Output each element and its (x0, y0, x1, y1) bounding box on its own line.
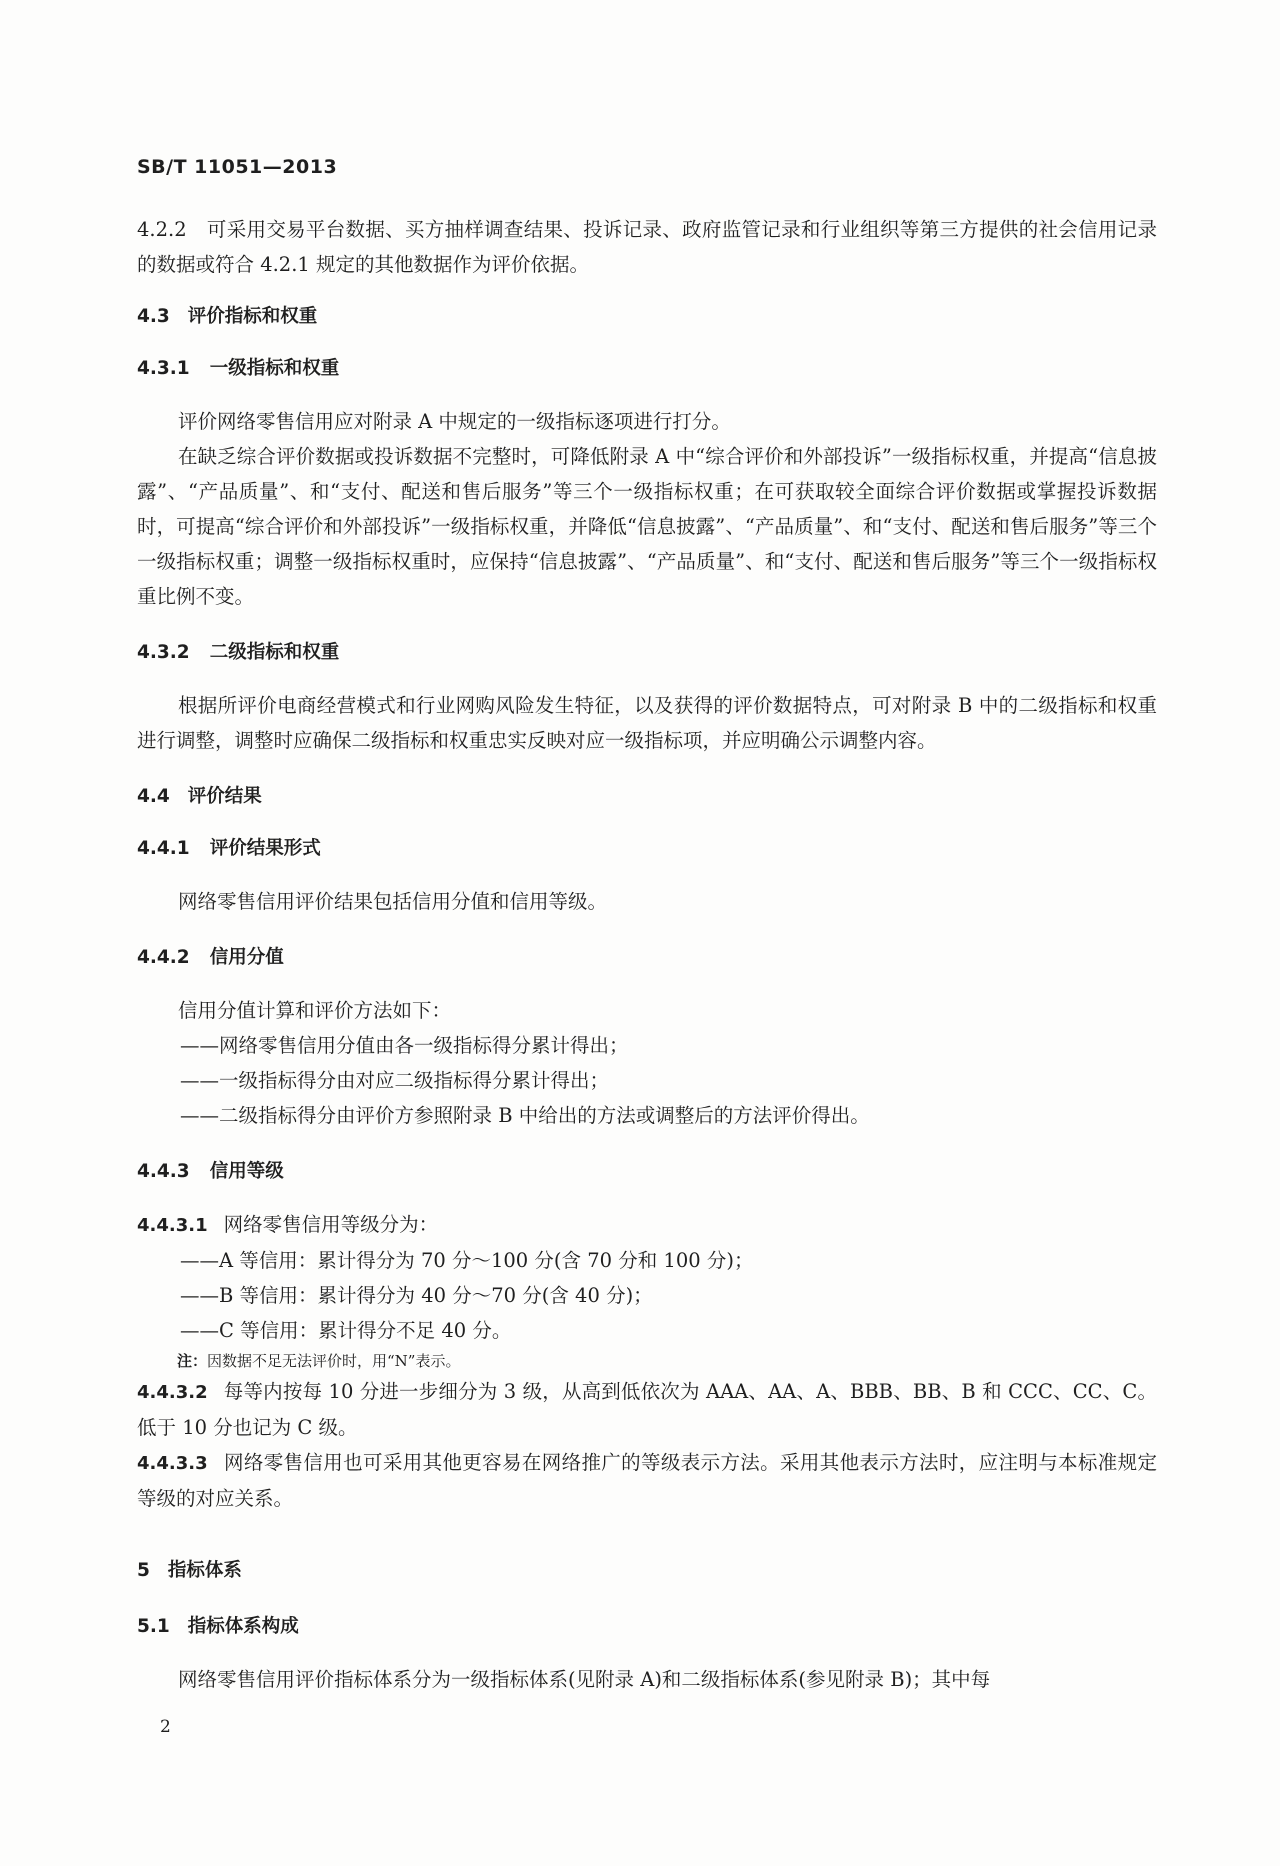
section-title: 评价指标和权重 (187, 306, 318, 327)
section-title: 评价结果 (187, 786, 262, 807)
section-title: 指标体系 (167, 1560, 242, 1581)
clause-text: 可采用交易平台数据、买方抽样调查结果、投诉记录、政府监管记录和行业组织等第三方提供的社会信用记录的数据或符合 4.2.1 规定的其他数据作为评价依据。 (137, 218, 1157, 276)
page-number: 2 (160, 1717, 171, 1737)
section-title: 评价结果形式 (209, 838, 321, 859)
clause-number: 4.2.2 (137, 218, 187, 241)
clause-text: 每等内按每 10 分进一步细分为 3 级，从高到低依次为 AAA、AA、A、BBB、BB、B 和 CCC、CC、C。低于 10 分也记为 C 级。 (137, 1380, 1157, 1439)
section-title: 指标体系构成 (187, 1616, 299, 1637)
clause-4-4-3-1 (137, 1207, 1157, 1243)
section-title: 二级指标和权重 (209, 642, 340, 663)
section-4-4-heading (137, 780, 1157, 814)
list-item: ——一级指标得分由对应二级指标得分累计得出； (180, 1069, 610, 1092)
list-item: ——网络零售信用分值由各一级指标得分累计得出； (180, 1034, 629, 1057)
section-number: 5.1 (137, 1616, 170, 1637)
paragraph: 网络零售信用评价指标体系分为一级指标体系(见附录 A)和二级指标体系(参见附录 B)；其中每 (177, 1668, 991, 1691)
section-number: 4.3.1 (137, 358, 190, 379)
clause-text: 网络零售信用也可采用其他更容易在网络推广的等级表示方法。采用其他表示方法时，应注明与本标准规定等级的对应关系。 (137, 1451, 1157, 1510)
note (137, 1348, 1157, 1374)
section-title: 一级指标和权重 (209, 358, 340, 379)
note-text: 因数据不足无法评价时，用“N”表示。 (207, 1352, 461, 1370)
section-4-4-2-heading (137, 941, 1157, 975)
section-4-3-heading (137, 300, 1157, 334)
section-4-3-1-heading (137, 352, 1157, 386)
list-item: ——B 等信用：累计得分为 40 分～70 分(含 40 分)； (180, 1284, 653, 1307)
paragraph: 信用分值计算和评价方法如下： (177, 999, 451, 1022)
section-number: 4.4 (137, 786, 170, 807)
list-item: ——二级指标得分由评价方参照附录 B 中给出的方法或调整后的方法评价得出。 (180, 1104, 870, 1127)
clause-number: 4.4.3.1 (137, 1215, 208, 1236)
clause-number: 4.4.3.3 (137, 1453, 208, 1474)
page-content (137, 212, 1157, 1697)
clause-number: 4.4.3.2 (137, 1382, 208, 1403)
section-4-4-1-heading (137, 832, 1157, 866)
section-title: 信用分值 (209, 947, 284, 968)
section-number: 4.3.2 (137, 642, 190, 663)
list-item: ——A 等信用：累计得分为 70 分～100 分(含 70 分和 100 分)； (180, 1249, 754, 1272)
clause-4-2-2 (137, 212, 1157, 282)
clause-4-4-3-3 (137, 1445, 1157, 1516)
paragraph: 根据所评价电商经营模式和行业网购风险发生特征，以及获得的评价数据特点，可对附录 B 中的二级指标和权重进行调整，调整时应确保二级指标和权重忠实反映对应一级指标项，并应明确公示调整内容。 (137, 694, 1157, 752)
section-number: 4.4.1 (137, 838, 190, 859)
paragraph: 在缺乏综合评价数据或投诉数据不完整时，可降低附录 A 中“综合评价和外部投诉”一级指标权重，并提高“信息披露”、“产品质量”、和“支付、配送和售后服务”等三个一级指标权重；在可获取较全面综合评价数据或掌握投诉数据时，可提高“综合评价和外部投诉”一级指标权重，并降低“信息披露”、“产品质量”、和“支付、配送和售后服务”等三个一级指标权重；调整一级指标权重时，应保持“信息披露”、“产品质量”、和“支付、配送和售后服务”等三个一级指标权重比例不变。 (137, 445, 1157, 608)
section-4-4-3-heading (137, 1155, 1157, 1189)
section-number: 5 (137, 1560, 150, 1581)
section-number: 4.3 (137, 306, 170, 327)
standard-code: SB/T 11051—2013 (137, 156, 338, 178)
section-5-heading (137, 1554, 1157, 1588)
clause-text: 网络零售信用等级分为： (223, 1213, 439, 1236)
section-4-3-2-heading (137, 636, 1157, 670)
paragraph: 网络零售信用评价结果包括信用分值和信用等级。 (177, 890, 607, 913)
note-label: 注： (177, 1352, 208, 1370)
clause-4-4-3-2 (137, 1374, 1157, 1445)
section-number: 4.4.2 (137, 947, 190, 968)
section-title: 信用等级 (209, 1161, 284, 1182)
section-number: 4.4.3 (137, 1161, 190, 1182)
paragraph: 评价网络零售信用应对附录 A 中规定的一级指标逐项进行打分。 (177, 410, 731, 433)
list-item: ——C 等信用：累计得分不足 40 分。 (180, 1319, 512, 1342)
section-5-1-heading (137, 1610, 1157, 1644)
